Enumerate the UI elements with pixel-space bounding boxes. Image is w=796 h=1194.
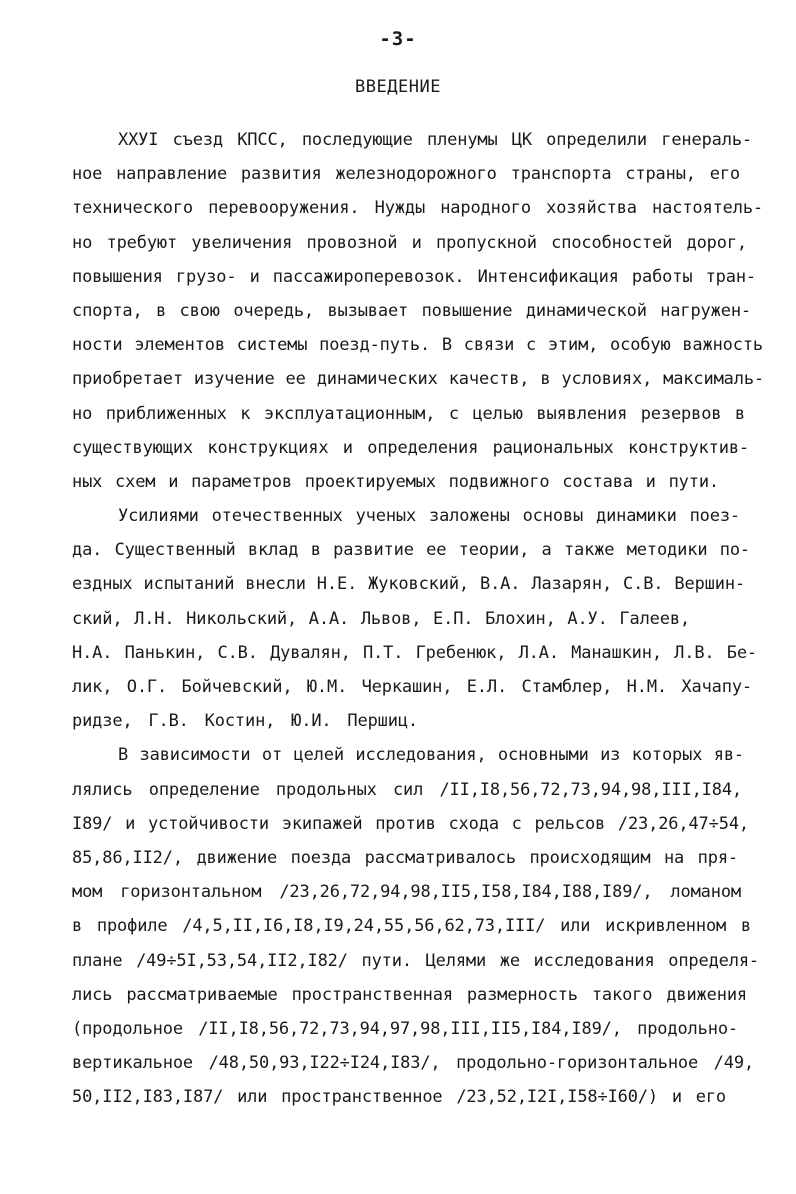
text-line: лись рассматриваемые пространственная размерность такого движения	[72, 984, 747, 1005]
text-line: 50,II2,I83,I87/ или пространственное /23,52,I2I,I58÷I60/) и его	[72, 1087, 726, 1108]
text-line: I89/ и устойчивости экипажей против схода с рельсов /23,26,47÷54,	[72, 813, 749, 834]
text-line: технического перевооружения. Нужды народного хозяйства настоятель-	[72, 198, 763, 219]
text-line: ридзе, Г.В. Костин, Ю.И. Першиц.	[72, 711, 418, 732]
text-line: мом горизонтальном /23,26,72,94,98,II5,I58,I84,I88,I89/, ломаном	[72, 882, 741, 903]
text-line: повышения грузо- и пассажироперевозок. Интенсификация работы тран-	[72, 266, 756, 287]
text-line: плане /49÷5I,53,54,II2,I82/ пути. Целями же исследования определя-	[72, 950, 759, 971]
page-number: -3-	[379, 28, 417, 50]
text-line: но приближенных к эксплуатационным, с целью выявления резервов в	[72, 403, 745, 424]
text-line: (продольное /II,I8,56,72,73,94,97,98,III,II5,I84,I89/, продольно-	[72, 1018, 738, 1039]
text-line: ХХУI съезд КПСС, последующие пленумы ЦК определили генераль-	[118, 130, 752, 150]
text-line: ездных испытаний внесли Н.Е. Жуковский, В.А. Лазарян, С.В. Вершин-	[72, 574, 745, 595]
text-line: приобретает изучение ее динамических качеств, в условиях, максималь-	[72, 369, 764, 390]
text-line: ский, Л.Н. Никольский, А.А. Львов, Е.П. Блохин, А.У. Галеев,	[72, 608, 690, 629]
text-line: ных схем и параметров проектируемых подвижного состава и пути.	[72, 471, 719, 492]
text-line: лик, О.Г. Бойчевский, Ю.М. Черкашин, Е.Л. Стамблер, Н.М. Хачапу-	[72, 677, 752, 697]
text-line: В зависимости от целей исследования, основными из которых яв-	[118, 745, 744, 766]
body-text	[0, 123, 796, 1114]
text-line: ности элементов системы поезд-путь. В связи с этим, особую важность	[72, 335, 763, 356]
text-line: Усилиями отечественных ученых заложены основы динамики поез-	[118, 506, 740, 527]
text-line: ное направление развития железнодорожного транспорта страны, его	[72, 164, 740, 185]
text-line: в профиле /4,5,II,I6,I8,I9,24,55,56,62,73,III/ или искривленном в	[72, 916, 751, 937]
text-line: лялись определение продольных сил /II,I8,56,72,73,94,98,III,I84,	[72, 779, 742, 800]
text-line: существующих конструкциях и определения рациональных конструктив-	[72, 437, 749, 458]
text-line: спорта, в свою очередь, вызывает повышение динамической нагружен-	[72, 300, 751, 321]
text-line: да. Существенный вклад в развитие ее теории, а также методики по-	[72, 540, 750, 561]
text-line: 85,86,II2/, движение поезда рассматривалось происходящим на пря-	[72, 847, 738, 868]
section-heading: ВВЕДЕНИЕ	[355, 77, 441, 97]
text-line: Н.А. Панькин, С.В. Дувалян, П.Т. Гребенюк, Л.А. Манашкин, Л.В. Бе-	[72, 642, 757, 663]
text-line: вертикальное /48,50,93,I22÷I24,I83/, продольно-горизонтальное /49,	[72, 1053, 754, 1074]
text-line: но требуют увеличения провозной и пропускной способностей дорог,	[72, 232, 747, 253]
